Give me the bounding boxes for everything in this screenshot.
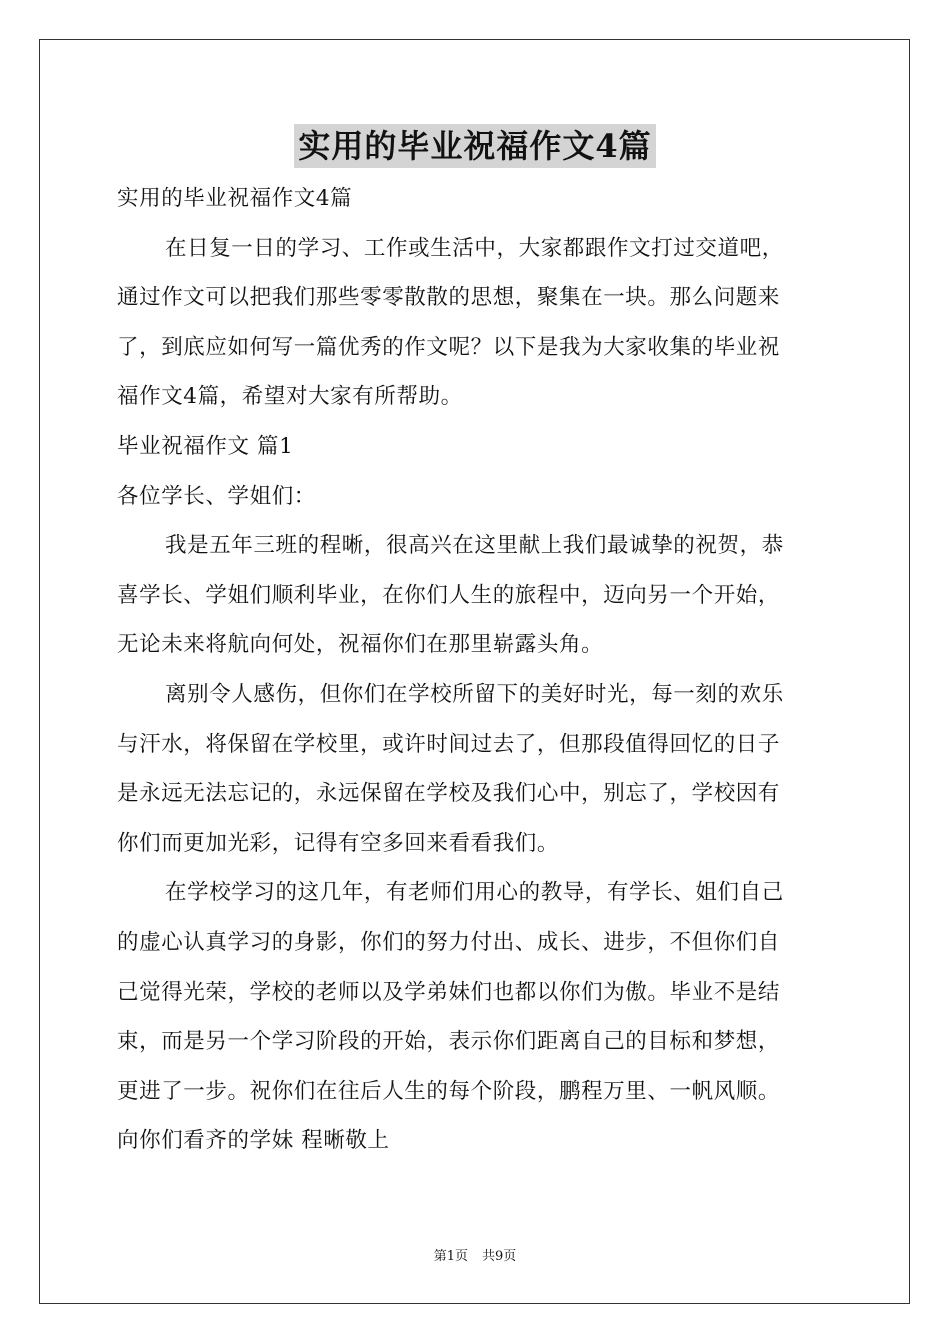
text-line: 毕业祝福作文 篇1 — [117, 433, 294, 459]
text-line: 与汗水，将保留在学校里，或许时间过去了，但那段值得回忆的日子 — [117, 731, 781, 757]
text-line: 无论未来将航向何处，祝福你们在那里崭露头角。 — [117, 632, 604, 658]
page-footer — [0, 1248, 950, 1266]
text-line: 福作文4篇，希望对大家有所帮助。 — [117, 384, 463, 410]
text-line: 通过作文可以把我们那些零零散散的思想，聚集在一块。那么问题来 — [117, 285, 781, 311]
page-number: 第1页 — [433, 1249, 468, 1264]
text-line: 的虚心认真学习的身影，你们的努力付出、成长、进步，不但你们自 — [117, 929, 781, 955]
text-line: 离别令人感伤，但你们在学校所留下的美好时光，每一刻的欢乐 — [165, 681, 784, 707]
text-line: 喜学长、学姐们顺利毕业，在你们人生的旅程中，迈向另一个开始， — [117, 582, 781, 608]
text-line: 束，而是另一个学习阶段的开始，表示你们距离自己的目标和梦想， — [117, 1029, 781, 1055]
text-line: 在学校学习的这几年，有老师们用心的教导，有学长、姐们自己 — [165, 880, 784, 906]
text-line: 我是五年三班的程晰，很高兴在这里献上我们最诚挚的祝贺，恭 — [165, 533, 784, 559]
text-line: 向你们看齐的学妹 程晰敬上 — [117, 1128, 390, 1154]
text-line: 了，到底应如何写一篇优秀的作文呢？以下是我为大家收集的毕业祝 — [117, 334, 781, 360]
title-container — [0, 124, 950, 168]
document-title: 实用的毕业祝福作文4篇 — [294, 124, 655, 168]
text-line: 更进了一步。祝你们在往后人生的每个阶段，鹏程万里、一帆风顺。 — [117, 1078, 781, 1104]
text-line: 你们而更加光彩，记得有空多回来看看我们。 — [117, 830, 560, 856]
text-line: 在日复一日的学习、工作或生活中，大家都跟作文打过交道吧， — [165, 235, 784, 261]
document-subtitle: 实用的毕业祝福作文4篇 — [117, 186, 353, 211]
document-body — [117, 174, 833, 1166]
text-line: 是永远无法忘记的，永远保留在学校及我们心中，别忘了，学校因有 — [117, 781, 781, 807]
text-line: 各位学长、学姐们： — [117, 483, 316, 509]
text-line: 己觉得光荣，学校的老师以及学弟妹们也都以你们为傲。毕业不是结 — [117, 979, 781, 1005]
body-lines — [117, 224, 833, 1166]
page-total: 共9页 — [482, 1249, 517, 1264]
